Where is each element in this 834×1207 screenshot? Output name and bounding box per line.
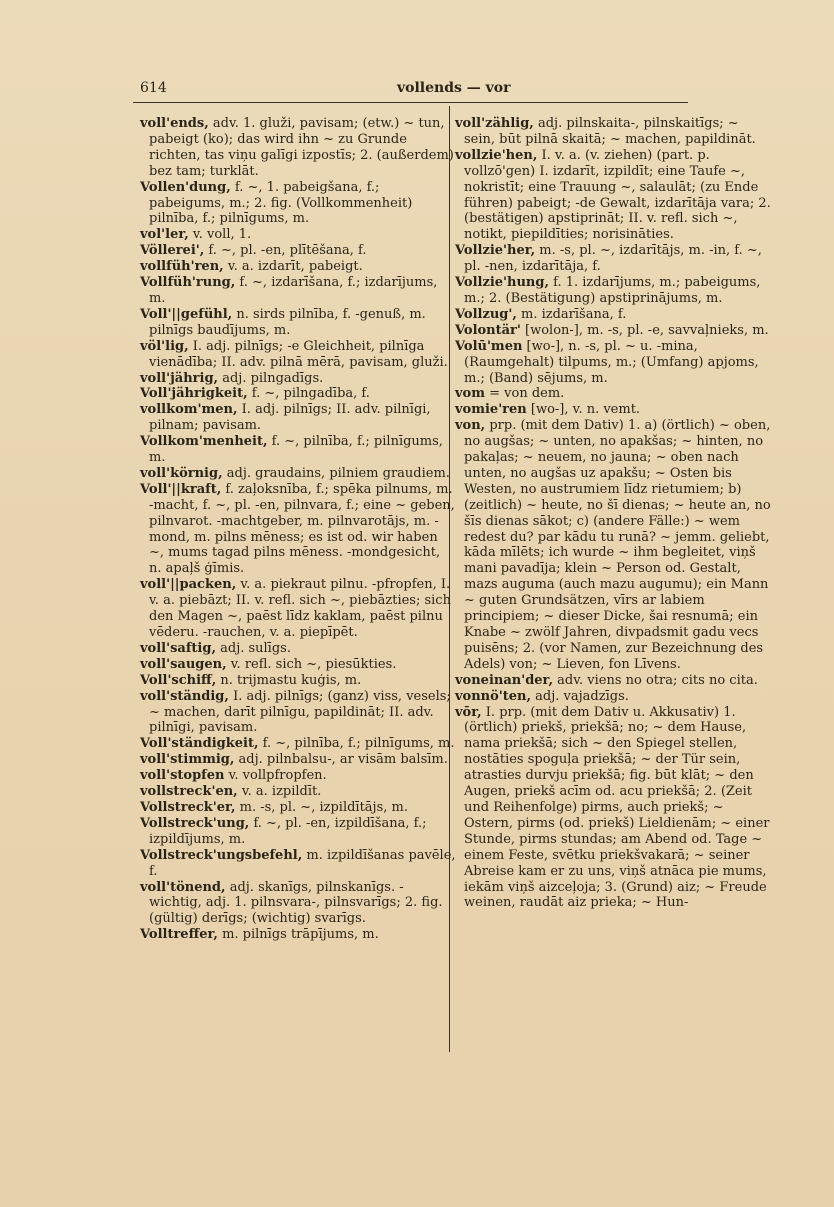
- dictionary-entry: [140, 386, 456, 402]
- dictionary-entry: [140, 752, 456, 768]
- entry-headword: Voll'||kraft,: [140, 481, 222, 497]
- dictionary-entry: [140, 339, 456, 371]
- entry-headword: Vollzie'hung,: [455, 275, 549, 291]
- dictionary-entry: [140, 800, 456, 816]
- dictionary-entry: [455, 673, 773, 689]
- entry-definition: n. sirds pilnība, f. -genuß, m. pilnīgs baudījums, m.: [149, 306, 426, 338]
- entry-definition: v. a. izpildīt.: [237, 784, 322, 800]
- header-rule: [133, 102, 688, 103]
- entry-headword: vom: [455, 386, 485, 402]
- dictionary-entry: [455, 148, 773, 243]
- entry-headword: Voll'schiff,: [140, 672, 217, 688]
- entry-headword: vollzie'hen,: [455, 147, 538, 163]
- entry-headword: voll'körnig,: [140, 465, 223, 481]
- entry-definition: adj. sulīgs.: [215, 640, 291, 656]
- dictionary-entry: [140, 577, 456, 641]
- page-header: [140, 80, 680, 100]
- page-number: 614: [140, 80, 167, 96]
- dictionary-entry: [140, 784, 456, 800]
- entry-definition: [wolon-], m. -s, pl. -e, savvaļnieks, m.: [520, 322, 769, 338]
- entry-headword: vollkom'men,: [140, 402, 238, 418]
- entry-definition: f. ~, 1. pabeigšana, f.; pabeigums, m.; 2. fig. (Vollkommenheit) pilnība, f.; pilnīgums, m.: [149, 179, 413, 227]
- entry-headword: voll'stimmig,: [140, 752, 235, 768]
- dictionary-entry: [140, 243, 456, 259]
- entry-definition: v. voll, 1.: [188, 227, 252, 243]
- entry-headword: Vollen'dung,: [140, 179, 231, 195]
- entry-definition: I. v. a. (v. ziehen) (part. p. vollzō'gen) I. izdarīt, izpildīt; eine Taufe ~, nokristīt; eine Trauung ~, salaulāt; (zu Ende führen) pabeigt; -de Gewalt, izdarītāja vara; 2. (bestätigen) apstiprināt; II. v. refl. sich ~, notikt, piepildīties; norisināties.: [464, 147, 771, 243]
- entry-headword: Voll'ständigkeit,: [140, 736, 259, 752]
- entry-headword: Volū'men: [455, 338, 523, 354]
- entry-definition: f. 1. izdarījums, m.; pabeigums, m.; 2. (Bestätigung) apstiprinājums, m.: [464, 275, 761, 306]
- dictionary-entry: [140, 736, 456, 752]
- entry-headword: Vollfüh'rung,: [140, 275, 236, 291]
- entry-definition: m. -s, pl. ~, izpildītājs, m.: [235, 799, 408, 815]
- entry-headword: Vollstreck'ung,: [140, 815, 250, 831]
- dictionary-entry: [455, 705, 773, 912]
- dictionary-entry: [140, 673, 456, 689]
- entry-headword: von,: [455, 418, 486, 434]
- entry-definition: f. ~, pilnība, f.; pilnīgums, m.: [149, 434, 443, 466]
- dictionary-entry: [455, 116, 773, 148]
- dictionary-entry: [455, 689, 773, 705]
- entry-headword: Vollzie'her,: [455, 243, 536, 259]
- dictionary-entry: [455, 275, 773, 307]
- dictionary-entry: [140, 466, 456, 482]
- entry-definition: m. izdarīšana, f.: [516, 306, 627, 322]
- entry-definition: f. ~, pilngadība, f.: [247, 386, 370, 402]
- dictionary-entry: [140, 307, 456, 339]
- entry-definition: [wo-], v. n. vemt.: [526, 402, 641, 418]
- entry-headword: Vollstreck'er,: [140, 799, 236, 815]
- entry-definition: I. adj. pilnīgs; -e Gleichheit, pilnīga vienādība; II. adv. pilnā mērā, pavisam, gluži.: [149, 338, 448, 370]
- dictionary-entry: [140, 482, 456, 577]
- entry-definition: v. a. izdarīt, pabeigt.: [223, 259, 363, 275]
- entry-headword: vollstreck'en,: [140, 784, 238, 800]
- dictionary-entry: [140, 848, 456, 880]
- dictionary-entry: [140, 275, 456, 307]
- entry-headword: vōr,: [455, 704, 482, 720]
- entry-definition: f. ~, pl. -en, izpildīšana, f.; izpildījums, m.: [149, 815, 427, 847]
- entry-definition: f. ~, pilnība, f.; pilnīgums, m.: [258, 736, 455, 752]
- entry-headword: voll'zählig,: [455, 116, 534, 131]
- dictionary-entry: [140, 689, 456, 737]
- dictionary-entry: [140, 657, 456, 673]
- entry-headword: Voll'jährigkeit,: [140, 386, 248, 402]
- entry-definition: f. ~, izdarīšana, f.; izdarījums, m.: [149, 275, 438, 306]
- dictionary-entry: [455, 339, 773, 387]
- entry-definition: f. zaļoksnība, f.; spēka pilnums, m. -macht, f. ~, pl. -en, pilnvara, f.; eine ~ geben, pilnvarot. -machtgeber, m. pilnvarotājs, m. -mond, m. pilns mēness; es ist od. wir haben ~, mums tagad pilns mēness. -mondgesicht, n. apaļš ģīmis.: [149, 481, 455, 577]
- entry-headword: Vollkom'menheit,: [140, 434, 268, 450]
- dictionary-entry: [455, 323, 773, 339]
- entry-headword: voll'||packen,: [140, 577, 237, 593]
- entry-definition: adj. pilngadīgs.: [218, 370, 324, 386]
- dictionary-entry: [455, 307, 773, 323]
- dictionary-entry: [140, 371, 456, 387]
- entry-headword: Vollzug',: [455, 306, 517, 322]
- entry-definition: I. prp. (mit dem Dativ u. Akkusativ) 1. (örtlich) priekš, priekšā; no; ~ dem Hause, nama priekšā; sich ~ den Spiegel stellen, nostāties spoguļa priekšā; ~ der Tür sein, atrasties durvju priekšā; fig. būt klāt; ~ den Augen, priekš acīm od. acu priekšā; 2. (Zeit und Reihenfolge) pirms, auch priekš; ~ Ostern, pirms (od. priekš) Lieldienām; ~ einer Stunde, pirms stundas; am Abend od. Tage ~ einem Feste, svētku priekšvakarā; ~ seiner Abreise kam er zu uns, viņš atnāca pie mums, iekām viņš aizceļoja; 3. (Grund) aiz; ~ Freude weinen, raudāt aiz prieka; ~ Hun-: [464, 704, 770, 911]
- entry-definition: v. vollpfropfen.: [224, 768, 327, 784]
- dictionary-entry: [455, 243, 773, 275]
- entry-headword: vol'ler,: [140, 227, 189, 243]
- entry-definition: adj. pilnbalsu-, ar visām balsīm.: [234, 752, 448, 768]
- entry-definition: = von dem.: [484, 386, 565, 402]
- dictionary-entry: [140, 927, 456, 943]
- dictionary-entry: [455, 386, 773, 402]
- dictionary-entry: [455, 418, 773, 673]
- entry-headword: voll'saugen,: [140, 656, 227, 672]
- entry-headword: voll'tönend,: [140, 879, 226, 895]
- entry-definition: adv. viens no otra; cits no cita.: [552, 672, 758, 688]
- entry-definition: prp. (mit dem Dativ) 1. a) (örtlich) ~ oben, no augšas; ~ unten, no apakšas; ~ hinten, no pakaļas; ~ neuem, no jauna; ~ oben nach unten, no augšas uz apakšu; ~ Osten bis Westen, no austrumiem līdz rietumiem; b) (zeitlich) ~ heute, no šī dienas; ~ heute an, no šīs dienas sākot; c) (andere Fälle:) ~ wem redest du? par kādu tu runā? ~ jemm. geliebt, kāda mīlēts; ich wurde ~ ihm begleitet, viņš mani pavadīja; klein ~ Person od. Gestalt, mazs auguma (auch mazu augumu); ein Mann ~ guten Grundsätzen, vīrs ar labiem principiem; ~ dieser Dicke, šai resnumā; ein Knabe ~ zwölf Jahren, divpadsmit gadu vecs puisēns; 2. (vor Namen, zur Bezeichnung des Adels) von; ~ Lieven, fon Līvens.: [464, 418, 771, 672]
- left-column: [140, 116, 456, 943]
- dictionary-entry: [140, 116, 456, 180]
- entry-definition: m. izpildīšanas pavēle, f.: [149, 847, 456, 879]
- entry-headword: Völlerei',: [140, 243, 205, 259]
- dictionary-entry: [140, 227, 456, 243]
- entry-headword: völ'lig,: [140, 338, 189, 354]
- dictionary-entry: [140, 880, 456, 928]
- dictionary-entry: [140, 434, 456, 466]
- entry-headword: Volontär': [455, 322, 521, 338]
- entry-definition: m. -s, pl. ~, izdarītājs, m. -in, f. ~, pl. -nen, izdarītāja, f.: [464, 243, 762, 275]
- entry-headword: voll'ends,: [140, 116, 209, 131]
- entry-definition: adv. 1. gluži, pavisam; (etw.) ~ tun, pabeigt (ko); das wird ihn ~ zu Grunde richten, tas viņu galīgi izpostīs; 2. (außerdem) bez tam; turklāt.: [149, 116, 454, 179]
- entry-headword: voll'jährig,: [140, 370, 219, 386]
- dictionary-entry: [140, 816, 456, 848]
- dictionary-entry: [140, 641, 456, 657]
- entry-definition: [wo-], n. -s, pl. ~ u. -mina, (Raumgehalt) tilpums, m.; (Umfang) apjoms, m.; (Band) sējums, m.: [464, 338, 759, 386]
- dictionary-entry: [140, 402, 456, 434]
- dictionary-entry: [140, 180, 456, 228]
- entry-headword: voll'ständig,: [140, 688, 229, 704]
- entry-headword: vollfüh'ren,: [140, 259, 224, 275]
- entry-definition: adj. graudains, pilniem graudiem.: [222, 465, 450, 481]
- running-head: vollends — vor: [397, 80, 511, 96]
- entry-headword: Volltreffer,: [140, 927, 218, 943]
- entry-definition: f. ~, pl. -en, plītēšana, f.: [204, 243, 367, 259]
- entry-definition: adj. skanīgs, pilnskanīgs. -wichtig, adj. 1. pilnsvara-, pilnsvarīgs; 2. fig. (gültig) derīgs; (wichtig) svarīgs.: [149, 879, 443, 927]
- entry-headword: Voll'||gefühl,: [140, 306, 233, 322]
- entry-definition: v. refl. sich ~, piesūkties.: [226, 656, 397, 672]
- entry-definition: adj. pilnskaita-, pilnskaitīgs; ~ sein, būt pilnā skaitā; ~ machen, papildināt.: [464, 116, 756, 147]
- dictionary-entry: [140, 768, 456, 784]
- entry-headword: vomie'ren: [455, 402, 527, 418]
- entry-definition: I. adj. pilnīgs; (ganz) viss, vesels; ~ machen, darīt pilnīgu, papildināt; II. adv. pilnīgi, pavisam.: [149, 688, 451, 736]
- entry-definition: I. adj. pilnīgs; II. adv. pilnīgi, pilnam; pavisam.: [149, 402, 431, 434]
- entry-headword: Vollstreck'ungsbefehl,: [140, 847, 303, 863]
- entry-definition: adj. vajadzīgs.: [531, 688, 629, 704]
- entry-headword: voneinan'der,: [455, 672, 553, 688]
- entry-headword: voll'stopfen: [140, 768, 225, 784]
- entry-definition: n. trijmastu kuģis, m.: [216, 672, 362, 688]
- dictionary-entry: [455, 402, 773, 418]
- entry-definition: m. pilnīgs trāpījums, m.: [217, 927, 379, 943]
- entry-headword: voll'saftig,: [140, 640, 216, 656]
- entry-headword: vonnö'ten,: [455, 688, 532, 704]
- dictionary-entry: [140, 259, 456, 275]
- right-column: [455, 116, 773, 911]
- entry-definition: v. a. piekraut pilnu. -pfropfen, I. v. a. piebāzt; II. v. refl. sich ~, piebāzties; sich den Magen ~, paēst līdz kaklam, paēst pilnu vēderu. -rauchen, v. a. piepīpēt.: [149, 577, 451, 640]
